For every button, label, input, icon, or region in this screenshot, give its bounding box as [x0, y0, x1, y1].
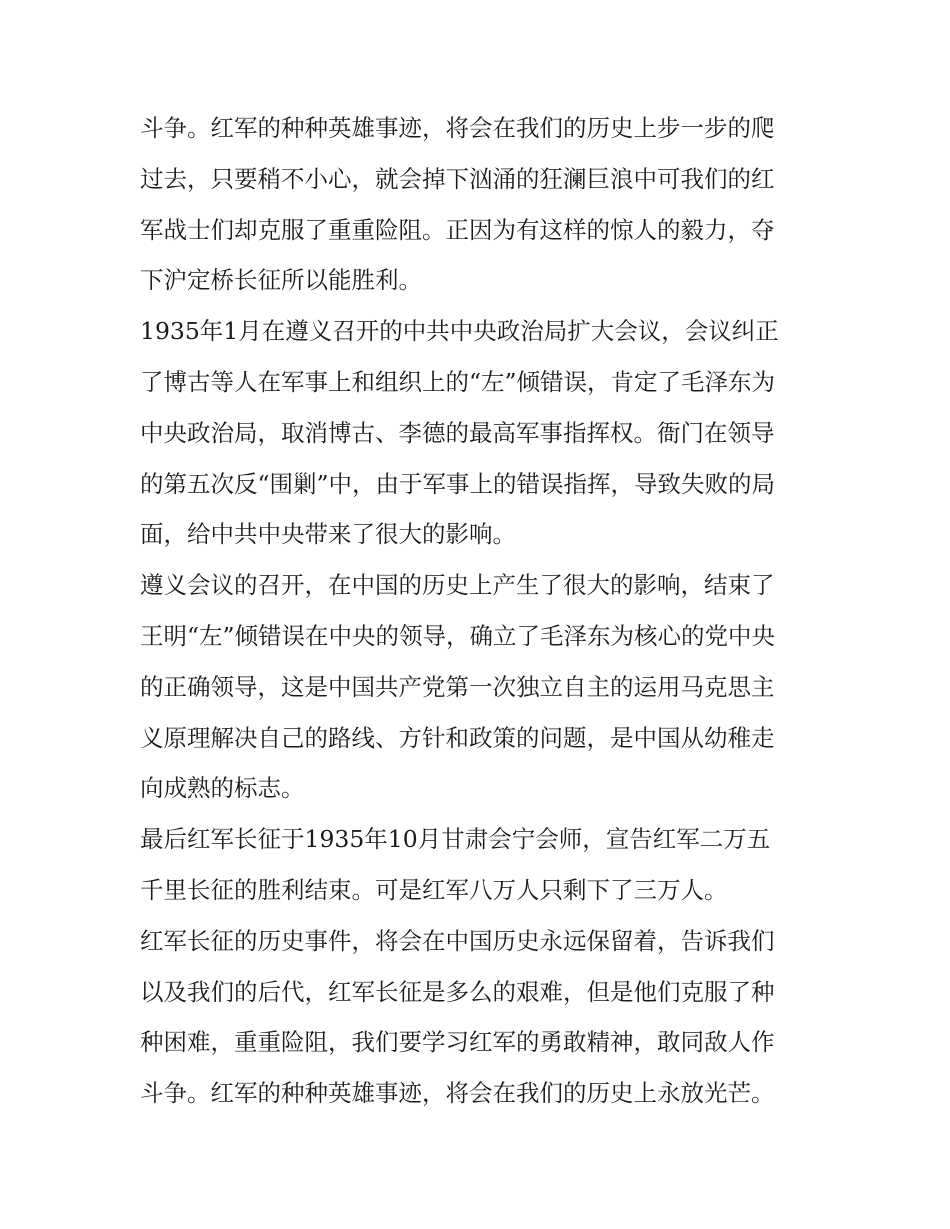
- text-line: 红军长征的历史事件，将会在中国历史永远保留着，告诉我们: [140, 926, 775, 955]
- text-line: 1935年1月在遵义召开的中共中央政治局扩大会议，会议纠正: [140, 317, 779, 346]
- text-line: 了博古等人在军事上和组织上的“左”倾错误，肯定了毛泽东为: [140, 367, 776, 396]
- text-line: 以及我们的后代，红军长征是多么的艰难，但是他们克服了种: [140, 977, 775, 1006]
- text-line: 中央政治局，取消博古、李德的最高军事指挥权。衙门在领导: [140, 418, 775, 447]
- text-line: 种困难，重重险阻，我们要学习红军的勇敢精神，敢同敌人作: [140, 1028, 775, 1057]
- text-line: 王明“左”倾错误在中央的领导，确立了毛泽东为核心的党中央: [140, 621, 776, 650]
- text-line: 军战士们却克服了重重险阻。正因为有这样的惊人的毅力，夺: [140, 215, 775, 244]
- text-line: 下沪定桥长征所以能胜利。: [140, 266, 422, 295]
- text-line: 向成熟的标志。: [140, 774, 305, 803]
- text-line: 面，给中共中央带来了很大的影响。: [140, 520, 516, 549]
- document-body: [140, 103, 810, 1119]
- text-line: 义原理解决自己的路线、方针和政策的问题，是中国从幼稚走: [140, 723, 775, 752]
- text-line: 的第五次反“围剿”中，由于军事上的错误指挥，导致失败的局: [140, 469, 776, 498]
- text-line: 斗争。红军的种种英雄事迹，将会在我们的历史上步一步的爬: [140, 114, 775, 142]
- text-line: 过去，只要稍不小心，就会掉下汹涌的狂澜巨浪中可我们的红: [140, 164, 775, 193]
- text-line: 遵义会议的召开，在中国的历史上产生了很大的影响，结束了: [140, 571, 775, 600]
- text-line: 的正确领导，这是中国共产党第一次独立自主的运用马克思主: [140, 672, 775, 701]
- text-line: 斗争。红军的种种英雄事迹，将会在我们的历史上永放光芒。: [140, 1079, 775, 1108]
- text-line: 千里长征的胜利结束。可是红军八万人只剩下了三万人。: [140, 875, 728, 904]
- text-line: 最后红军长征于1935年10月甘肃会宁会师，宣告红军二万五: [140, 825, 771, 854]
